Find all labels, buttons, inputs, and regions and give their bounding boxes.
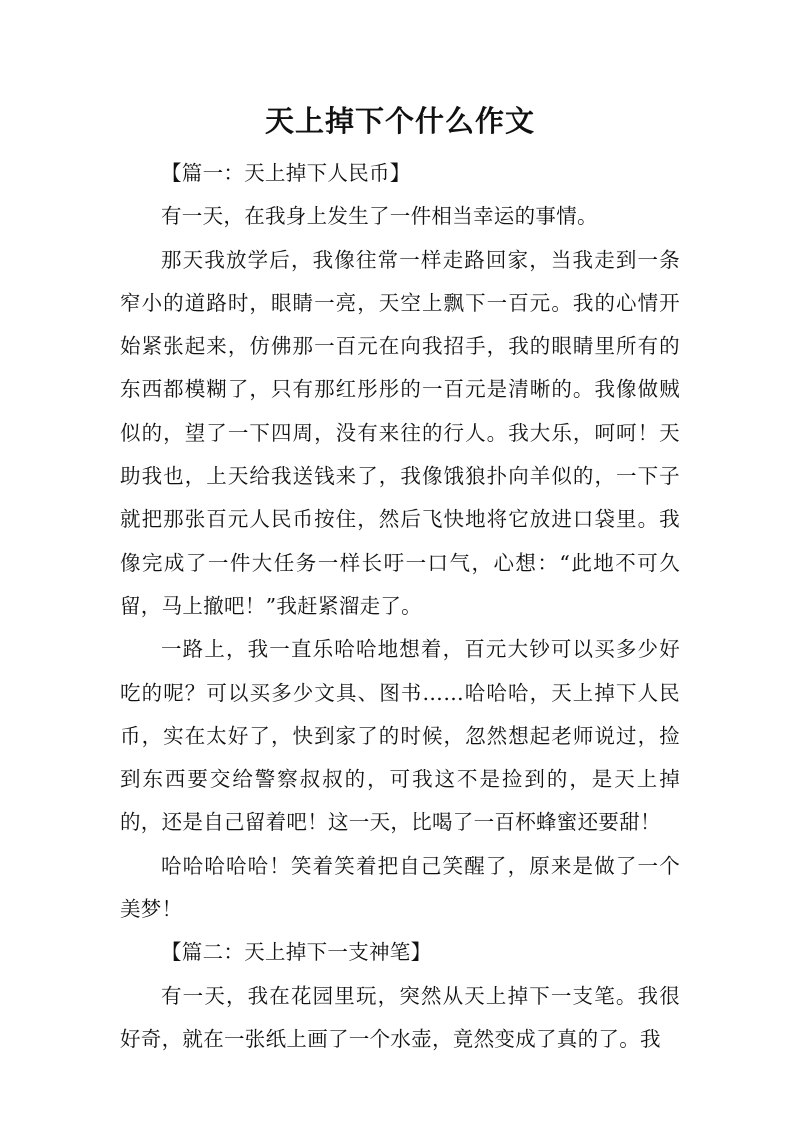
paragraph: 有一天，在我身上发生了一件相当幸运的事情。 — [161, 204, 598, 229]
paragraph: 有一天，我在花园里玩，突然从天上掉下一支笔。我很好奇，就在一张纸上画了一个水壶，竟然变成了真的了。我 — [120, 983, 680, 1051]
paragraph: 那天我放学后，我像往常一样走路回家，当我走到一条窄小的道路时，眼睛一亮，天空上飘下一百元。我的心情开始紧张起来，仿佛那一百元在向我招手，我的眼睛里所有的东西都模糊了，只有那红彤彤的一百元是清晰的。我像做贼似的，望了一下四周，没有来往的行人。我大乐，呵呵！天助我也，上天给我送钱来了，我像饿狼扑向羊似的，一下子就把那张百元人民币按住，然后飞快地将它放进口袋里。我像完成了一件大任务一样长吁一口气，心想：“此地不可久留，马上撤吧！”我赶紧溜走了。 — [120, 247, 680, 618]
paragraph: 哈哈哈哈哈！笑着笑着把自己笑醒了，原来是做了一个美梦！ — [120, 853, 680, 922]
section-heading: 【篇一：天上掉下人民币】 — [161, 161, 411, 185]
section-heading: 【篇二：天上掉下一支神笔】 — [161, 940, 432, 965]
document-title: 天上掉下个什么作文 — [264, 104, 535, 138]
document-body — [120, 98, 680, 1061]
paragraph: 一路上，我一直乐哈哈地想着，百元大钞可以买多少好吃的呢？可以买多少文具、图书……哈哈哈，天上掉下人民币，实在太好了，快到家了的时候，忽然想起老师说过，捡到东西要交给警察叔叔的，可我这不是捡到的，是天上掉的，还是自己留着吧！这一天，比喝了一百杯蜂蜜还要甜！ — [120, 637, 680, 835]
